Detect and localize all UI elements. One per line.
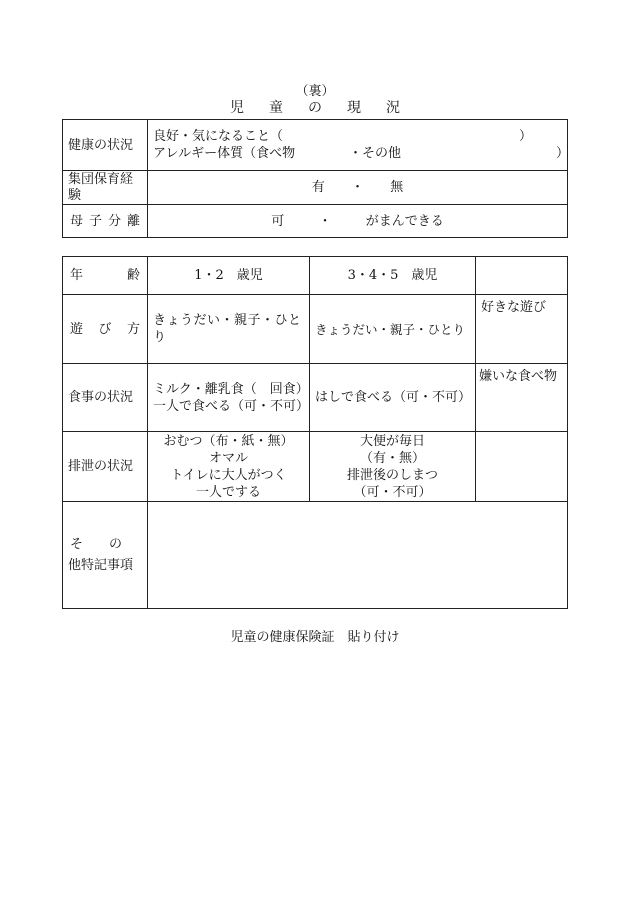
col-age-3-5: 3・4・5 歳児 bbox=[310, 257, 476, 295]
favorite-play: 好きな遊び bbox=[476, 295, 568, 364]
other-label: そ の 他特記事項 bbox=[63, 502, 148, 609]
meal-3-5: はしで食べる（可・不可） bbox=[310, 364, 476, 432]
col-notes-header bbox=[476, 257, 568, 295]
insurance-card-note: 児童の健康保険証 貼り付け bbox=[230, 630, 400, 645]
health-cell bbox=[148, 120, 568, 171]
separation-patient: がまんできる bbox=[365, 213, 444, 229]
group-no: 無 bbox=[390, 180, 404, 195]
health-paren-close: ） bbox=[519, 129, 533, 144]
separation-row bbox=[63, 205, 568, 238]
meal-milk: ミルク・離乳食（ 回食） bbox=[153, 381, 309, 397]
meal-row bbox=[63, 364, 568, 432]
col-age-1-2: 1・2 歳児 bbox=[148, 257, 310, 295]
health-label: 健康の状況 bbox=[63, 120, 148, 171]
group-care-options bbox=[148, 171, 568, 205]
play-row bbox=[63, 295, 568, 364]
separation-ok: 可 bbox=[271, 213, 285, 229]
play-label: 遊 び 方 bbox=[63, 295, 148, 364]
separation-options bbox=[148, 205, 568, 238]
excretion-label: 排泄の状況 bbox=[63, 432, 148, 502]
health-allergy-food: アレルギー体質（食べ物 bbox=[153, 146, 296, 161]
group-dot: ・ bbox=[350, 180, 364, 195]
page-title: 児 童 の 現 況 bbox=[230, 100, 400, 116]
health-allergy-close: ） bbox=[556, 146, 570, 161]
separation-label: 母 子 分 離 bbox=[63, 205, 148, 238]
play-1-2: きょうだい・親子・ひとり bbox=[148, 295, 310, 364]
status-table bbox=[62, 119, 568, 238]
disliked-food: 嫌いな食べ物 bbox=[476, 364, 568, 432]
health-good-concern: 良好・気になること（ bbox=[153, 129, 284, 144]
meal-self: 一人で食べる（可・不可） bbox=[153, 398, 310, 414]
back-side-label: （裏） bbox=[295, 84, 335, 99]
excretion-row bbox=[63, 432, 568, 502]
age-header-row bbox=[63, 257, 568, 295]
group-care-row bbox=[63, 171, 568, 205]
other-notes-area bbox=[148, 502, 568, 609]
age-table bbox=[62, 256, 568, 609]
excretion-1-2: おむつ（布・紙・無） オマル トイレに大人がつく 一人でする bbox=[148, 432, 310, 502]
meal-label: 食事の状況 bbox=[63, 364, 148, 432]
excretion-3-5: 大便が毎日 （有・無） 排泄後のしまつ （可・不可） bbox=[310, 432, 476, 502]
play-3-5: きょうだい・親子・ひとり bbox=[310, 295, 476, 364]
health-allergy-other: ・その他 bbox=[349, 146, 402, 161]
excretion-notes bbox=[476, 432, 568, 502]
group-yes: 有 bbox=[311, 180, 325, 195]
separation-dot: ・ bbox=[318, 213, 332, 229]
age-label: 年 齢 bbox=[63, 257, 148, 295]
meal-1-2 bbox=[148, 364, 310, 432]
group-care-label: 集団保育経験 bbox=[63, 171, 148, 205]
other-row bbox=[63, 502, 568, 609]
health-row bbox=[63, 120, 568, 171]
